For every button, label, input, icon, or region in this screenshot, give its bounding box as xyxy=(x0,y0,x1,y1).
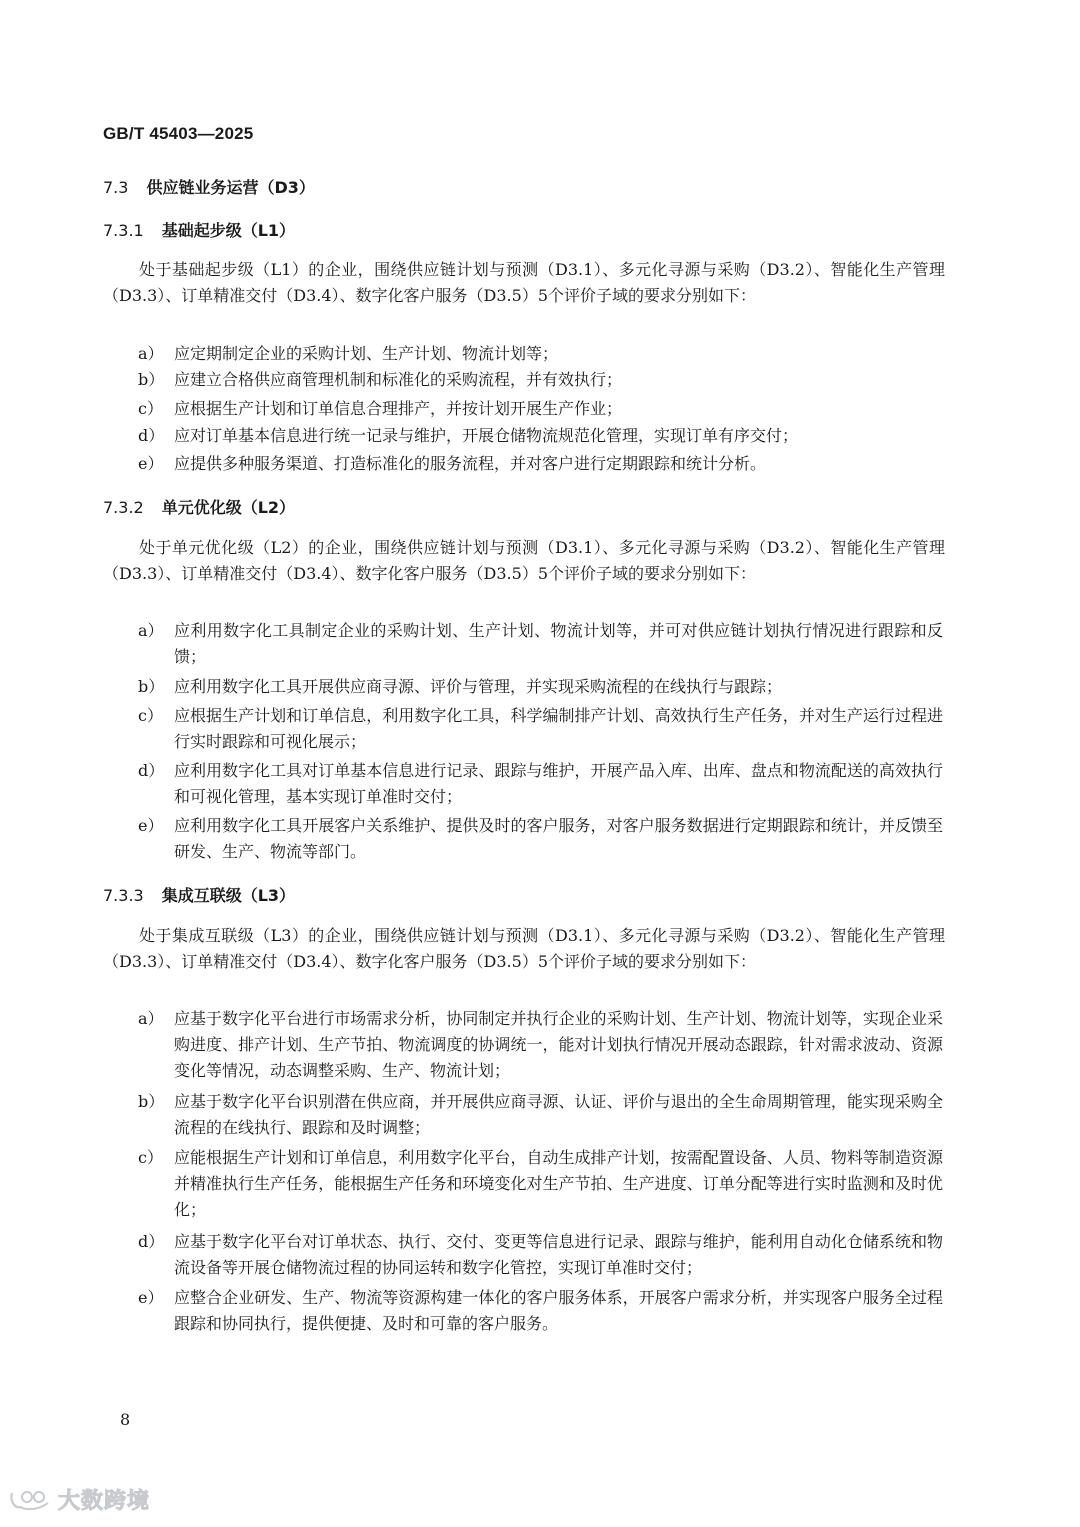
list-item-text: 应对订单基本信息进行统一记录与维护，开展仓储物流规范化管理，实现订单有序交付； xyxy=(174,426,799,445)
list-item xyxy=(138,341,943,367)
list-item-label: b） xyxy=(138,370,165,389)
list-item-text: 应能根据生产计划和订单信息，利用数字化平台，自动生成排产计划，按需配置设备、人员、物料等制造资源并精准执行生产任务，能根据生产任务和环境变化对生产节拍、生产进度、订单分配等进行实时监测和及时优化； xyxy=(174,1148,943,1219)
watermark xyxy=(8,1484,150,1515)
list-item-label: b） xyxy=(138,1092,165,1111)
list-item-label: c） xyxy=(138,1148,163,1167)
list-item-label: b） xyxy=(138,677,165,696)
list-item-label: e） xyxy=(138,454,164,473)
watermark-logo-icon xyxy=(8,1487,52,1513)
list-item-label: c） xyxy=(138,706,163,725)
list-item xyxy=(138,703,943,755)
list-item xyxy=(138,396,943,422)
subsection-title: 基础起步级（L1） xyxy=(161,221,296,240)
list-item-text: 应提供多种服务渠道、打造标准化的服务流程，并对客户进行定期跟踪和统计分析。 xyxy=(174,454,767,473)
list-item-label: d） xyxy=(138,1232,165,1251)
list-item-label: a） xyxy=(138,621,164,640)
list-item-text: 应利用数字化工具对订单基本信息进行记录、跟踪与维护，开展产品入库、出库、盘点和物流配送的高效执行和可视化管理，基本实现订单准时交付； xyxy=(174,761,943,806)
list-item-text: 应根据生产计划和订单信息，利用数字化工具，科学编制排产计划、高效执行生产任务，并对生产运行过程进行实时跟踪和可视化展示； xyxy=(174,706,943,751)
section-title: 供应链业务运营（D3） xyxy=(146,178,315,197)
list-item-text: 应基于数字化平台识别潜在供应商，并开展供应商寻源、认证、评价与退出的全生命周期管理，能实现采购全流程的在线执行、跟踪和及时调整； xyxy=(174,1092,943,1137)
list-item-text: 应利用数字化工具开展供应商寻源、评价与管理，并实现采购流程的在线执行与跟踪； xyxy=(174,677,783,696)
list-item-label: e） xyxy=(138,816,164,835)
list-item-text: 应建立合格供应商管理机制和标准化的采购流程，并有效执行； xyxy=(174,370,623,389)
list-item-label: d） xyxy=(138,761,165,780)
list-item-label: c） xyxy=(138,399,163,418)
subsection-number: 7.3.1 xyxy=(103,221,144,240)
subsection-heading xyxy=(103,495,295,518)
list-item xyxy=(138,758,943,810)
subsection-intro: 处于单元优化级（L2）的企业，围绕供应链计划与预测（D3.1）、多元化寻源与采购（D3.2）、智能化生产管理（D3.3）、订单精准交付（D3.4）、数字化客户服务（D3.5）5个评价子域的要求分别如下： xyxy=(103,538,945,583)
subsection-heading xyxy=(103,883,295,906)
subsection-title: 单元优化级（L2） xyxy=(161,498,296,517)
page-number: 8 xyxy=(120,1410,131,1429)
standard-code: GB/T 45403—2025 xyxy=(103,124,254,143)
list-item xyxy=(138,1229,943,1281)
list-item xyxy=(138,1145,943,1223)
list-item xyxy=(138,423,943,449)
list-item xyxy=(138,367,943,393)
list-item-text: 应基于数字化平台对订单状态、执行、交付、变更等信息进行记录、跟踪与维护，能利用自动化仓储系统和物流设备等开展仓储物流过程的协同运转和数字化管控，实现订单准时交付； xyxy=(174,1232,943,1277)
list-item xyxy=(138,674,943,700)
list-item xyxy=(138,1089,943,1141)
subsection-intro: 处于集成互联级（L3）的企业，围绕供应链计划与预测（D3.1）、多元化寻源与采购（D3.2）、智能化生产管理（D3.3）、订单精准交付（D3.4）、数字化客户服务（D3.5）5个评价子域的要求分别如下： xyxy=(103,926,945,971)
list-item-text: 应利用数字化工具开展客户关系维护、提供及时的客户服务，对客户服务数据进行定期跟踪和统计，并反馈至研发、生产、物流等部门。 xyxy=(174,816,943,861)
list-item xyxy=(138,813,943,865)
list-item-text: 应整合企业研发、生产、物流等资源构建一体化的客户服务体系，开展客户需求分析，并实现客户服务全过程跟踪和协同执行，提供便捷、及时和可靠的客户服务。 xyxy=(174,1288,943,1333)
list-item-text: 应定期制定企业的采购计划、生产计划、物流计划等； xyxy=(174,344,559,363)
watermark-text: 大数跨境 xyxy=(58,1489,151,1514)
list-item-text: 应根据生产计划和订单信息合理排产，并按计划开展生产作业； xyxy=(174,399,623,418)
list-item xyxy=(138,618,943,670)
list-item xyxy=(138,1285,943,1337)
list-item-label: a） xyxy=(138,1009,164,1028)
list-item-text: 应利用数字化工具制定企业的采购计划、生产计划、物流计划等，并可对供应链计划执行情况进行跟踪和反馈； xyxy=(174,621,943,666)
list-item xyxy=(138,1006,943,1084)
list-item-label: e） xyxy=(138,1288,164,1307)
list-item-label: a） xyxy=(138,344,164,363)
subsection-title: 集成互联级（L3） xyxy=(161,886,296,905)
subsection-number: 7.3.2 xyxy=(103,498,144,517)
list-item xyxy=(138,451,943,477)
subsection-intro: 处于基础起步级（L1）的企业，围绕供应链计划与预测（D3.1）、多元化寻源与采购（D3.2）、智能化生产管理（D3.3）、订单精准交付（D3.4）、数字化客户服务（D3.5）5个评价子域的要求分别如下： xyxy=(103,260,945,305)
section-heading xyxy=(103,175,315,198)
section-number: 7.3 xyxy=(103,178,129,197)
subsection-heading xyxy=(103,218,295,241)
subsection-number: 7.3.3 xyxy=(103,886,144,905)
list-item-label: d） xyxy=(138,426,165,445)
list-item-text: 应基于数字化平台进行市场需求分析，协同制定并执行企业的采购计划、生产计划、物流计划等，实现企业采购进度、排产计划、生产节拍、物流调度的协调统一，能对计划执行情况开展动态跟踪，针对需求波动、资源变化等情况，动态调整采购、生产、物流计划； xyxy=(174,1009,943,1080)
